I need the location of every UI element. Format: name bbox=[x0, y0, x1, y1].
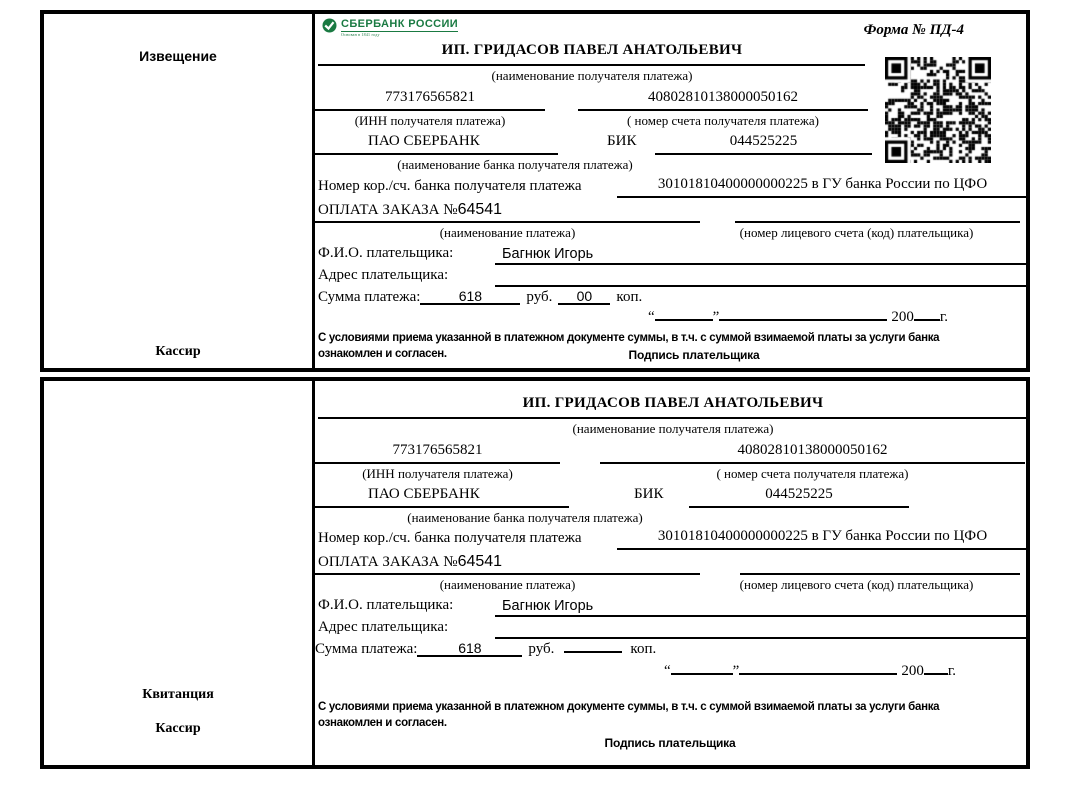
bank-name-value: ПАО СБЕРБАНК bbox=[368, 486, 480, 502]
field-underline bbox=[315, 221, 700, 223]
field-underline bbox=[315, 462, 560, 464]
account-label: ( номер счета получателя платежа) bbox=[626, 113, 820, 128]
notice-cashier-label: Кассир bbox=[155, 344, 201, 359]
rub-label: руб. bbox=[526, 289, 553, 305]
bank-name-label: (наименование банка получателя платежа) bbox=[397, 157, 633, 172]
month-blank bbox=[719, 319, 887, 321]
corr-account-value: 30101810400000000225 в ГУ банка России по ЦФО bbox=[657, 528, 988, 544]
sberbank-logo-text: СБЕРБАНК РОССИИ bbox=[341, 18, 459, 30]
kop-label: коп. bbox=[630, 641, 657, 657]
date-blank bbox=[671, 673, 733, 675]
year-blank bbox=[924, 673, 948, 675]
terms-line1: С условиями приема указанной в платежном документе суммы, в т.ч. с суммой взимаемой платы за услуги банка bbox=[318, 332, 940, 344]
bik-value: 044525225 bbox=[765, 486, 833, 502]
sberbank-logo bbox=[322, 18, 458, 37]
kopecks-value bbox=[564, 651, 622, 653]
field-underline bbox=[495, 637, 1028, 639]
inn-value: 773176565821 bbox=[385, 89, 475, 105]
payer-address-label: Адрес плательщика: bbox=[318, 619, 449, 635]
bank-name-value: ПАО СБЕРБАНК bbox=[368, 133, 480, 149]
field-underline bbox=[315, 109, 545, 111]
field-underline bbox=[318, 417, 1028, 419]
rub-label: руб. bbox=[528, 641, 555, 657]
order-number: 64541 bbox=[457, 201, 503, 218]
date-line bbox=[648, 309, 948, 326]
amount-row bbox=[318, 289, 642, 306]
receipt-section bbox=[40, 377, 1030, 769]
field-underline bbox=[735, 221, 1020, 223]
payer-name-label: Ф.И.О. плательщика: bbox=[318, 245, 454, 261]
personal-account-label: (номер лицевого счета (код) плательщика) bbox=[739, 225, 974, 240]
sberbank-logo-icon bbox=[322, 18, 337, 33]
terms-line2: ознакомлен и согласен. bbox=[318, 348, 447, 360]
amount-value: 618 bbox=[420, 289, 520, 305]
field-underline bbox=[689, 506, 909, 508]
kopecks-value: 00 bbox=[558, 289, 610, 305]
recipient-name-label: (наименование получателя платежа) bbox=[491, 68, 693, 83]
bik-value: 044525225 bbox=[729, 133, 798, 149]
field-underline bbox=[617, 196, 1028, 198]
qr-code bbox=[885, 57, 991, 163]
account-value: 40802810138000050162 bbox=[648, 89, 798, 105]
payer-name-label: Ф.И.О. плательщика: bbox=[318, 597, 454, 613]
signature-label: Подпись плательщика bbox=[604, 736, 736, 750]
payer-name-value: Багнюк Игорь bbox=[502, 246, 594, 262]
recipient-name-label: (наименование получателя платежа) bbox=[572, 421, 774, 436]
payer-address-label: Адрес плательщика: bbox=[318, 267, 449, 283]
inn-label: (ИНН получателя платежа) bbox=[362, 466, 513, 481]
recipient-name: ИП. ГРИДАСОВ ПАВЕЛ АНАТОЛЬЕВИЧ bbox=[441, 42, 743, 58]
sberbank-logo-subtext: Основан в 1841 году bbox=[341, 32, 380, 37]
receipt-cashier-label: Кассир bbox=[155, 721, 201, 736]
bank-name-label: (наименование банка получателя платежа) bbox=[407, 510, 643, 525]
form-number: Форма № ПД-4 bbox=[863, 22, 964, 38]
notice-section bbox=[40, 10, 1030, 372]
payment-purpose bbox=[318, 553, 502, 571]
amount-row bbox=[315, 641, 656, 658]
field-underline bbox=[318, 64, 865, 66]
inn-value: 773176565821 bbox=[392, 442, 483, 458]
field-underline bbox=[600, 462, 1025, 464]
receipt-side-label: Квитанция bbox=[142, 687, 214, 702]
amount-label: Сумма платежа: bbox=[318, 289, 421, 305]
payment-purpose bbox=[318, 201, 502, 219]
open-quote: “ bbox=[664, 663, 671, 679]
amount-label: Сумма платежа: bbox=[315, 641, 418, 657]
field-underline bbox=[315, 573, 700, 575]
bik-label: БИК bbox=[634, 486, 664, 502]
corr-account-label: Номер кор./сч. банка получателя платежа bbox=[318, 178, 582, 194]
field-underline bbox=[315, 153, 558, 155]
year-prefix: 200 bbox=[901, 663, 924, 679]
kop-label: коп. bbox=[616, 289, 643, 305]
year-blank bbox=[914, 319, 940, 321]
field-underline bbox=[740, 573, 1020, 575]
open-quote: “ bbox=[648, 309, 655, 325]
payment-purpose-prefix: ОПЛАТА ЗАКАЗА № bbox=[318, 554, 458, 570]
receipt-side-cell bbox=[44, 381, 315, 765]
payment-name-label: (наименование платежа) bbox=[439, 577, 576, 592]
field-underline bbox=[578, 109, 868, 111]
personal-account-label: (номер лицевого счета (код) плательщика) bbox=[739, 577, 974, 592]
account-label: ( номер счета получателя платежа) bbox=[716, 466, 909, 481]
signature-label: Подпись плательщика bbox=[628, 348, 760, 362]
date-line bbox=[664, 663, 956, 680]
close-quote: ” bbox=[732, 663, 740, 679]
year-prefix: 200 bbox=[891, 309, 914, 325]
terms-line1: С условиями приема указанной в платежном документе суммы, в т.ч. с суммой взимаемой платы за услуги банка bbox=[318, 701, 940, 713]
close-quote: ” bbox=[712, 309, 720, 325]
year-suffix: г. bbox=[939, 309, 949, 325]
payment-name-label: (наименование платежа) bbox=[439, 225, 576, 240]
field-underline bbox=[617, 548, 1028, 550]
year-suffix: г. bbox=[947, 663, 957, 679]
corr-account-label: Номер кор./сч. банка получателя платежа bbox=[318, 530, 582, 546]
payment-purpose-prefix: ОПЛАТА ЗАКАЗА № bbox=[318, 202, 458, 218]
payer-name-value: Багнюк Игорь bbox=[502, 598, 594, 614]
order-number: 64541 bbox=[457, 553, 503, 570]
month-blank bbox=[739, 673, 897, 675]
field-underline bbox=[655, 153, 872, 155]
notice-side-cell bbox=[44, 14, 315, 368]
recipient-name: ИП. ГРИДАСОВ ПАВЕЛ АНАТОЛЬЕВИЧ bbox=[522, 395, 824, 411]
bik-label: БИК bbox=[607, 133, 637, 149]
field-underline bbox=[495, 285, 1028, 287]
corr-account-value: 30101810400000000225 в ГУ банка России по ЦФО bbox=[657, 176, 988, 192]
terms-line2: ознакомлен и согласен. bbox=[318, 717, 447, 729]
inn-label: (ИНН получателя платежа) bbox=[354, 113, 506, 128]
field-underline bbox=[495, 615, 1028, 617]
account-value: 40802810138000050162 bbox=[737, 442, 888, 458]
field-underline bbox=[315, 506, 569, 508]
field-underline bbox=[495, 263, 1028, 265]
date-blank bbox=[655, 319, 713, 321]
notice-side-label: Извещение bbox=[139, 48, 217, 64]
amount-value: 618 bbox=[417, 641, 522, 657]
